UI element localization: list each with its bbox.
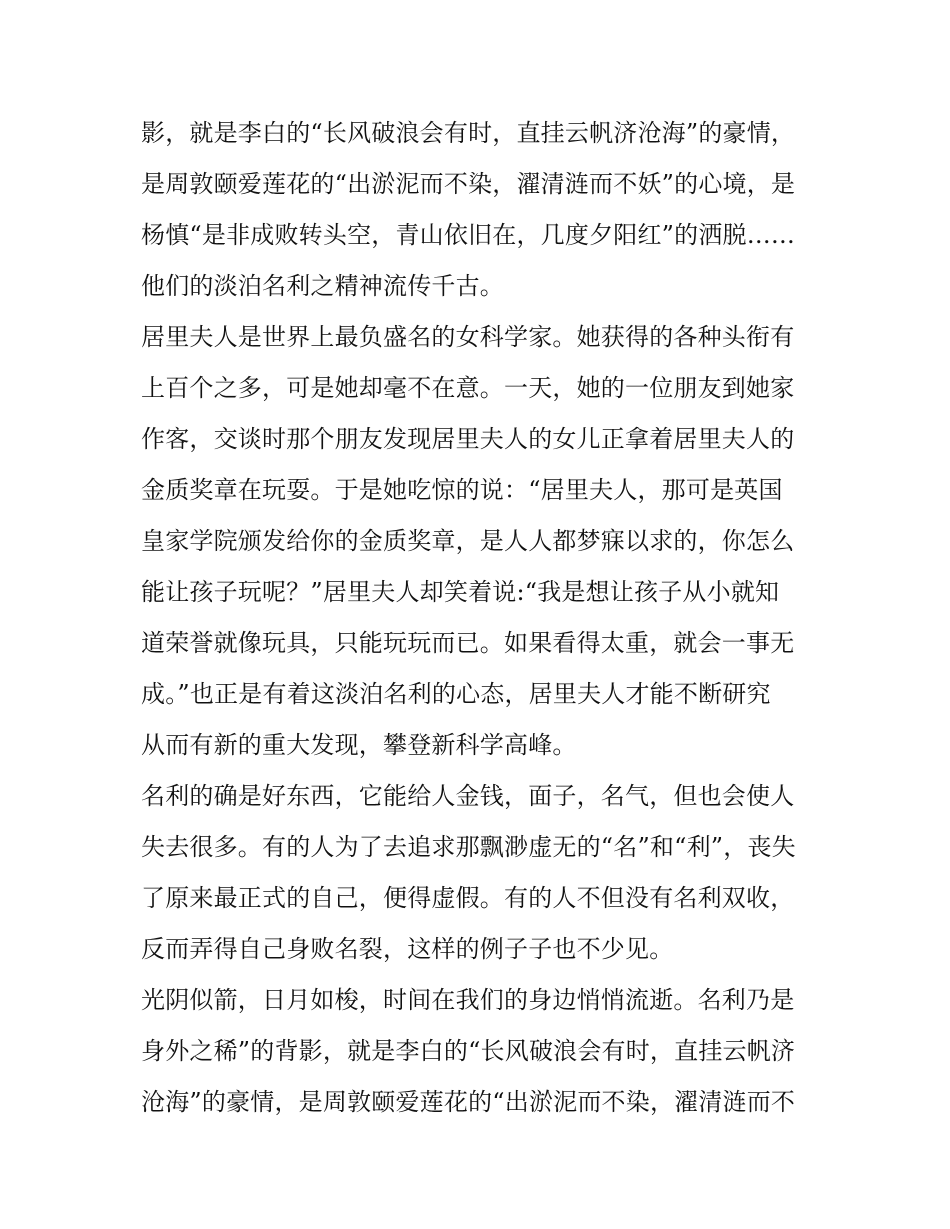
text-line: 成。”也正是有着这淡泊名利的心态，居里夫人才能不断研究 (141, 680, 771, 708)
text-line: 沧海”的豪情，是周敦颐爱莲花的“出淤泥而不染，濯清涟而不 (141, 1088, 796, 1116)
text-line: 影，就是李白的“长风破浪会有时，直挂云帆济沧海”的豪情， (141, 119, 796, 147)
text-line: 杨慎“是非成败转头空，青山依旧在，几度夕阳红”的洒脱…… (141, 221, 796, 249)
text-line: 道荣誉就像玩具，只能玩玩而已。如果看得太重，就会一事无 (141, 629, 795, 657)
text-line: 能让孩子玩呢？”居里夫人却笑着说:“我是想让孩子从小就知 (141, 578, 780, 606)
text-line: 金质奖章在玩耍。于是她吃惊的说：“居里夫人，那可是英国 (141, 476, 783, 504)
text-line: 名利的确是好东西，它能给人金钱，面子，名气，但也会使人 (141, 782, 795, 810)
text-line: 光阴似箭，日月如梭，时间在我们的身边悄悄流逝。名利乃是 (141, 986, 795, 1014)
text-line: 皇家学院颁发给你的金质奖章，是人人都梦寐以求的，你怎么 (141, 527, 795, 555)
text-line: 了原来最正式的自己，便得虚假。有的人不但没有名利双收， (141, 884, 795, 912)
text-line: 失去很多。有的人为了去追求那飘渺虚无的“名”和“利”，丧失 (141, 833, 796, 861)
text-line: 身外之稀”的背影，就是李白的“长风破浪会有时，直挂云帆济 (141, 1037, 796, 1065)
text-line: 上百个之多，可是她却毫不在意。一天，她的一位朋友到她家 (141, 374, 795, 402)
text-line: 作客，交谈时那个朋友发现居里夫人的女儿正拿着居里夫人的 (141, 425, 795, 453)
text-line: 从而有新的重大发现，攀登新科学高峰。 (141, 731, 577, 759)
text-line: 反而弄得自己身败名裂，这样的例子子也不少见。 (141, 935, 674, 963)
text-line: 居里夫人是世界上最负盛名的女科学家。她获得的各种头衔有 (141, 323, 795, 351)
body-text (141, 108, 821, 1128)
text-line: 他们的淡泊名利之精神流传千古。 (141, 272, 504, 300)
text-line: 是周敦颐爱莲花的“出淤泥而不染，濯清涟而不妖”的心境，是 (141, 170, 796, 198)
